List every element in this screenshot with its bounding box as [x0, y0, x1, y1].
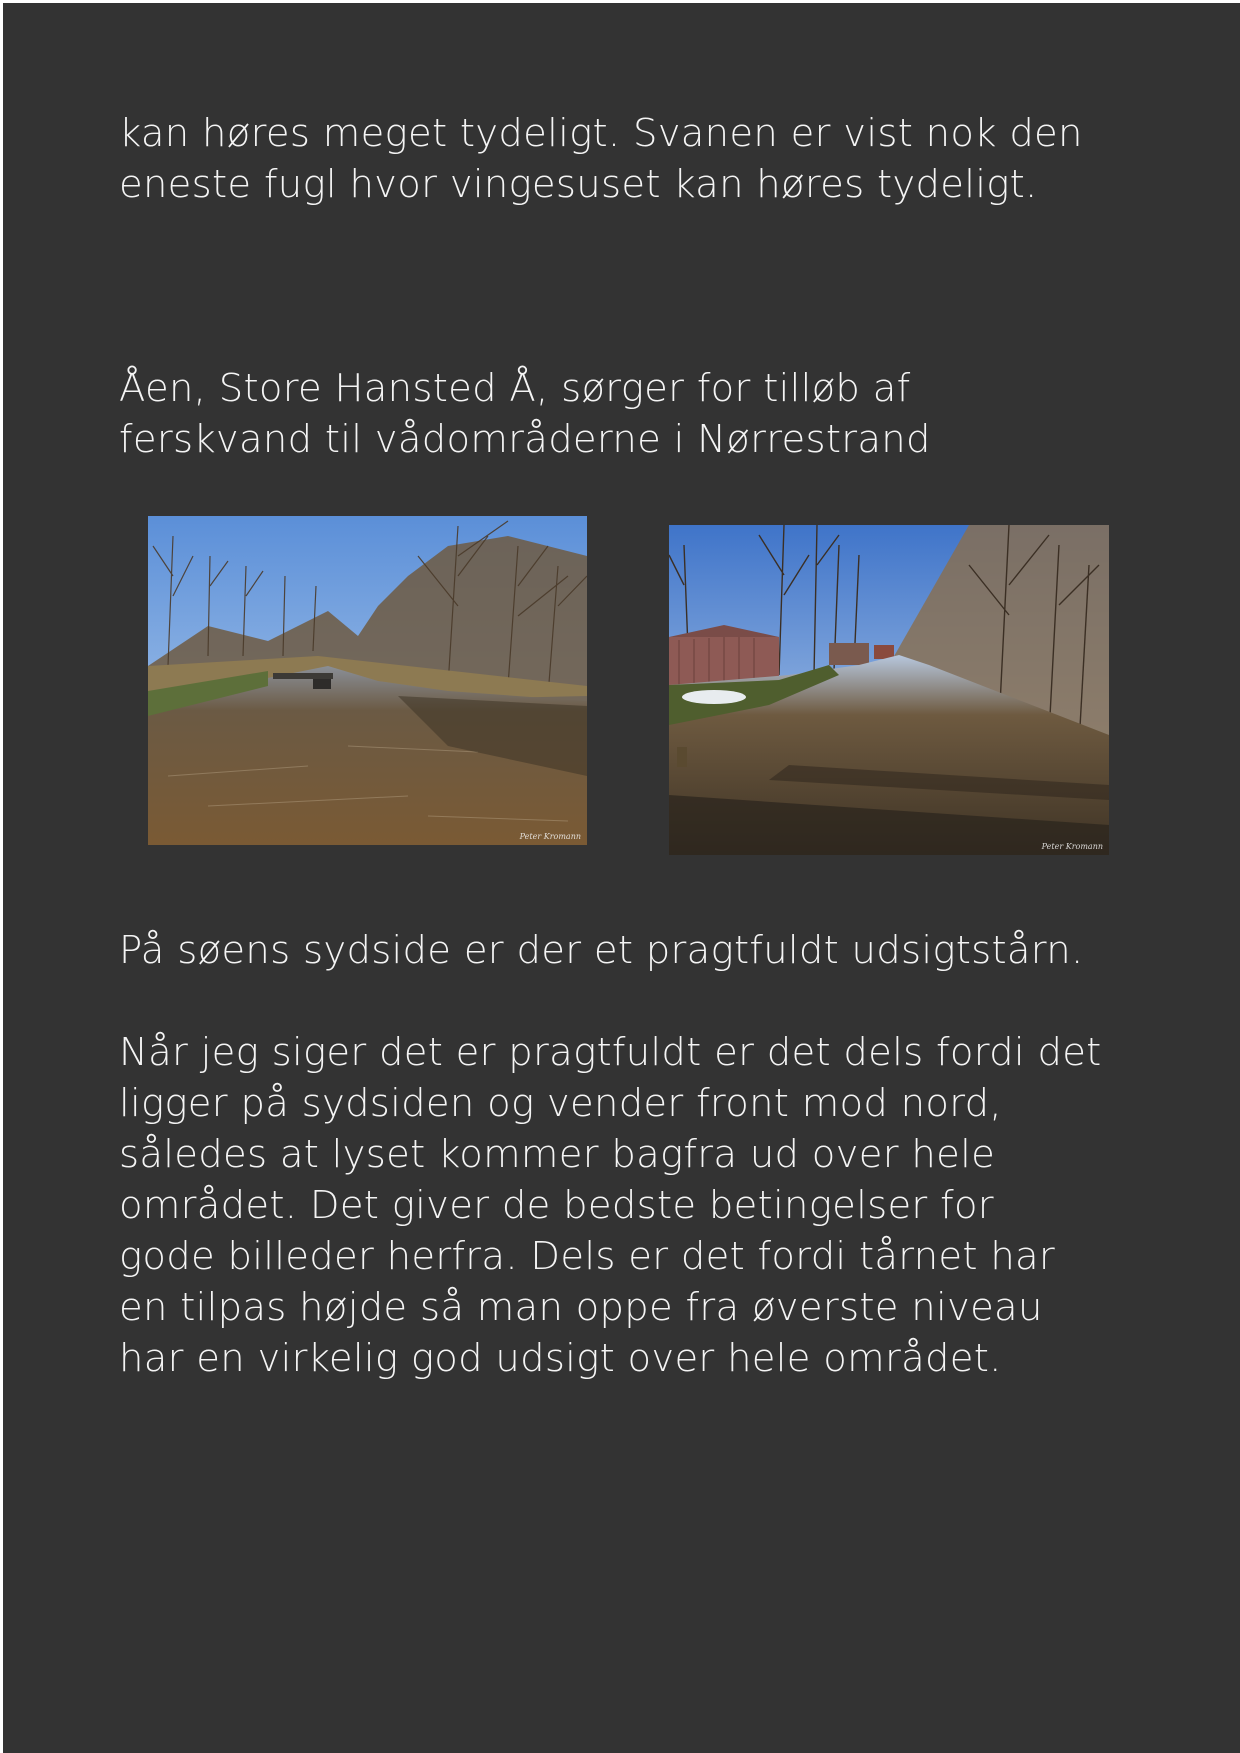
paragraph-stream-inflow: Åen, Store Hansted Å, sørger for tilløb af ferskvand til vådområderne i Nørrestrand — [119, 366, 931, 462]
photographer-signature: Peter Kromann — [519, 832, 581, 841]
photo-stream-with-jetty — [148, 516, 587, 845]
paragraph-observation-tower: På søens sydside er der et pragtfuldt udsigtstårn. — [119, 928, 1084, 973]
paragraph-tower-description: Når jeg siger det er pragtfuldt er det dels fordi det ligger på sydsiden og vender front mod nord, således at lyset kommer bagfra ud over hele området. Det giver de bedste betingelser for gode billeder herfra. Dels er det fordi tårnet har en tilpas højde så man oppe fra øverste niveau har en virkelig god udsigt over hele området. — [119, 1030, 1102, 1381]
paragraph-swan-wing-sound: kan høres meget tydeligt. Svanen er vist nok den eneste fugl hvor vingesuset kan høres tydeligt. — [119, 111, 1083, 207]
document-page — [3, 3, 1240, 1753]
photo-stream-with-boathouses — [669, 525, 1109, 855]
photographer-signature: Peter Kromann — [1041, 842, 1103, 851]
